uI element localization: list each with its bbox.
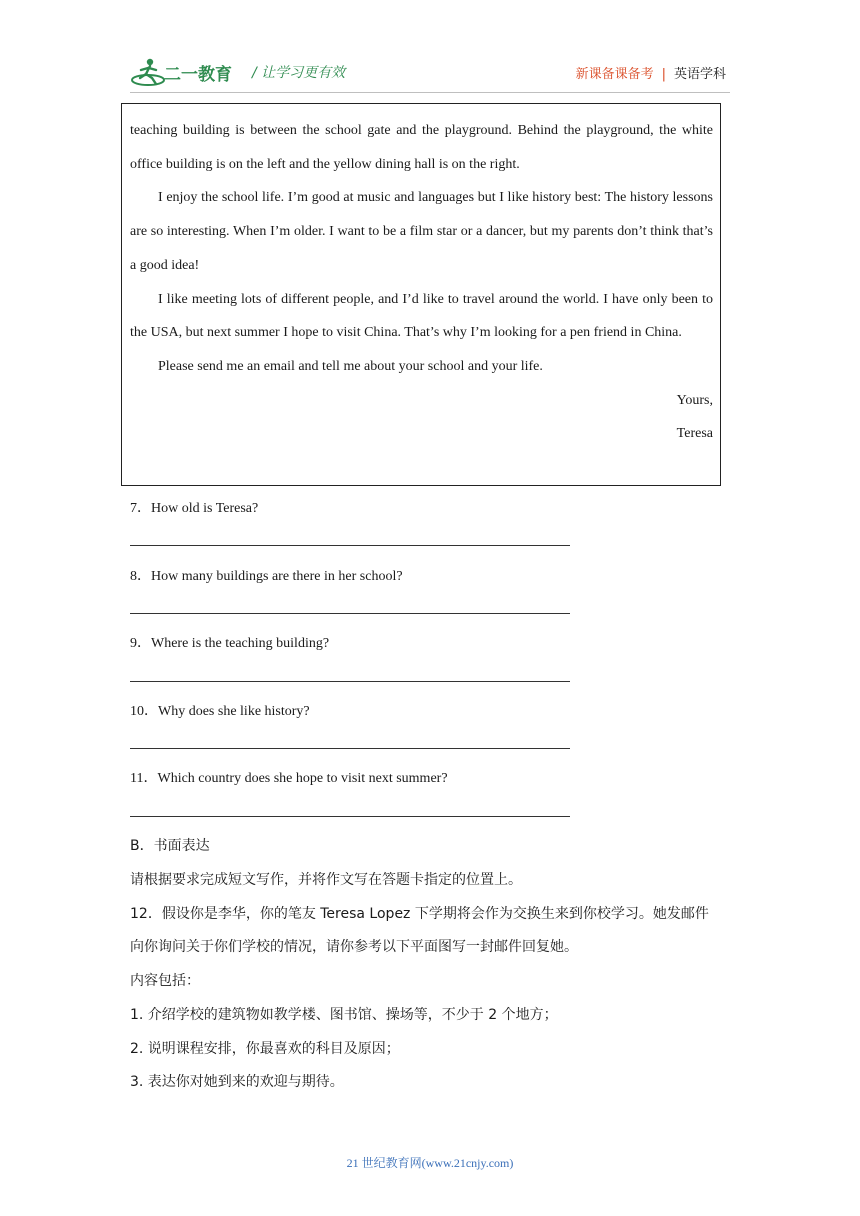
content-item-1: 1. 介绍学校的建筑物如教学楼、图书馆、操场等，不少于 2 个地方； xyxy=(130,1007,558,1023)
question-8: 8．How many buildings are there in her school? xyxy=(130,569,403,584)
writing-task-line-2: 向你询问关于你们学校的情况，请你参考以下平面图写一封邮件回复她。 xyxy=(130,939,578,955)
answer-line-11[interactable] xyxy=(130,816,570,817)
passage-para-2: I enjoy the school life. I’m good at music and languages but I like history best: The history lessons are so interesting. When I’m older. I want to be a film star or a dancer, but my parents don’t think that’s a good idea! xyxy=(130,190,713,273)
passage-para-4: Please send me an email and tell me about your school and your life. xyxy=(158,358,543,374)
passage-para-3: I like meeting lots of different people, and I’d like to travel around the world. I have only been to the USA, but next summer I hope to visit China. That’s why I’m looking for a pen friend in China. xyxy=(130,291,713,341)
answer-line-9[interactable] xyxy=(130,681,570,682)
brand-right: 英语学科 xyxy=(673,67,726,82)
slogan: / 让学习更有效 xyxy=(252,65,346,81)
writing-task-line-1: 12．假设你是李华，你的笔友 Teresa Lopez 下学期将会作为交换生来到你校学习。她发邮件 xyxy=(130,906,709,922)
content-label: 内容包括： xyxy=(130,973,200,989)
section-b-title: B．书面表达 xyxy=(130,838,210,854)
question-9: 9．Where is the teaching building? xyxy=(130,636,330,651)
header-brand xyxy=(576,63,726,82)
brand-left: 新课备课备考 xyxy=(575,67,654,82)
page-footer: 21 世纪教育网(www.21cnjy.com) xyxy=(346,1156,514,1170)
page-header xyxy=(130,56,730,92)
passage-para-1: teaching building is between the school gate and the playground. Behind the playground, the white office building is on the left and the yellow dining hall is on the right. xyxy=(130,123,713,172)
content-item-2: 2. 说明课程安排，你最喜欢的科目及原因； xyxy=(130,1041,400,1057)
content-item-3: 3. 表达你对她到来的欢迎与期待。 xyxy=(130,1074,344,1090)
passage-closing: Yours, xyxy=(676,392,713,408)
answer-line-10[interactable] xyxy=(130,748,570,749)
brand-separator: | xyxy=(661,67,666,82)
question-11: 11．Which country does she hope to visit next summer? xyxy=(130,771,448,786)
question-10: 10．Why does she like history? xyxy=(130,704,310,719)
answer-line-7[interactable] xyxy=(130,545,570,546)
writing-instruction: 请根据要求完成短文写作，并将作文写在答题卡指定的位置上。 xyxy=(130,872,522,888)
reading-passage xyxy=(121,103,721,486)
answer-line-8[interactable] xyxy=(130,613,570,614)
question-7: 7．How old is Teresa? xyxy=(130,501,259,516)
passage-signature: Teresa xyxy=(676,426,713,442)
logo-text: 二一教育 xyxy=(164,65,232,85)
header-divider xyxy=(130,92,730,93)
logo xyxy=(130,56,240,90)
